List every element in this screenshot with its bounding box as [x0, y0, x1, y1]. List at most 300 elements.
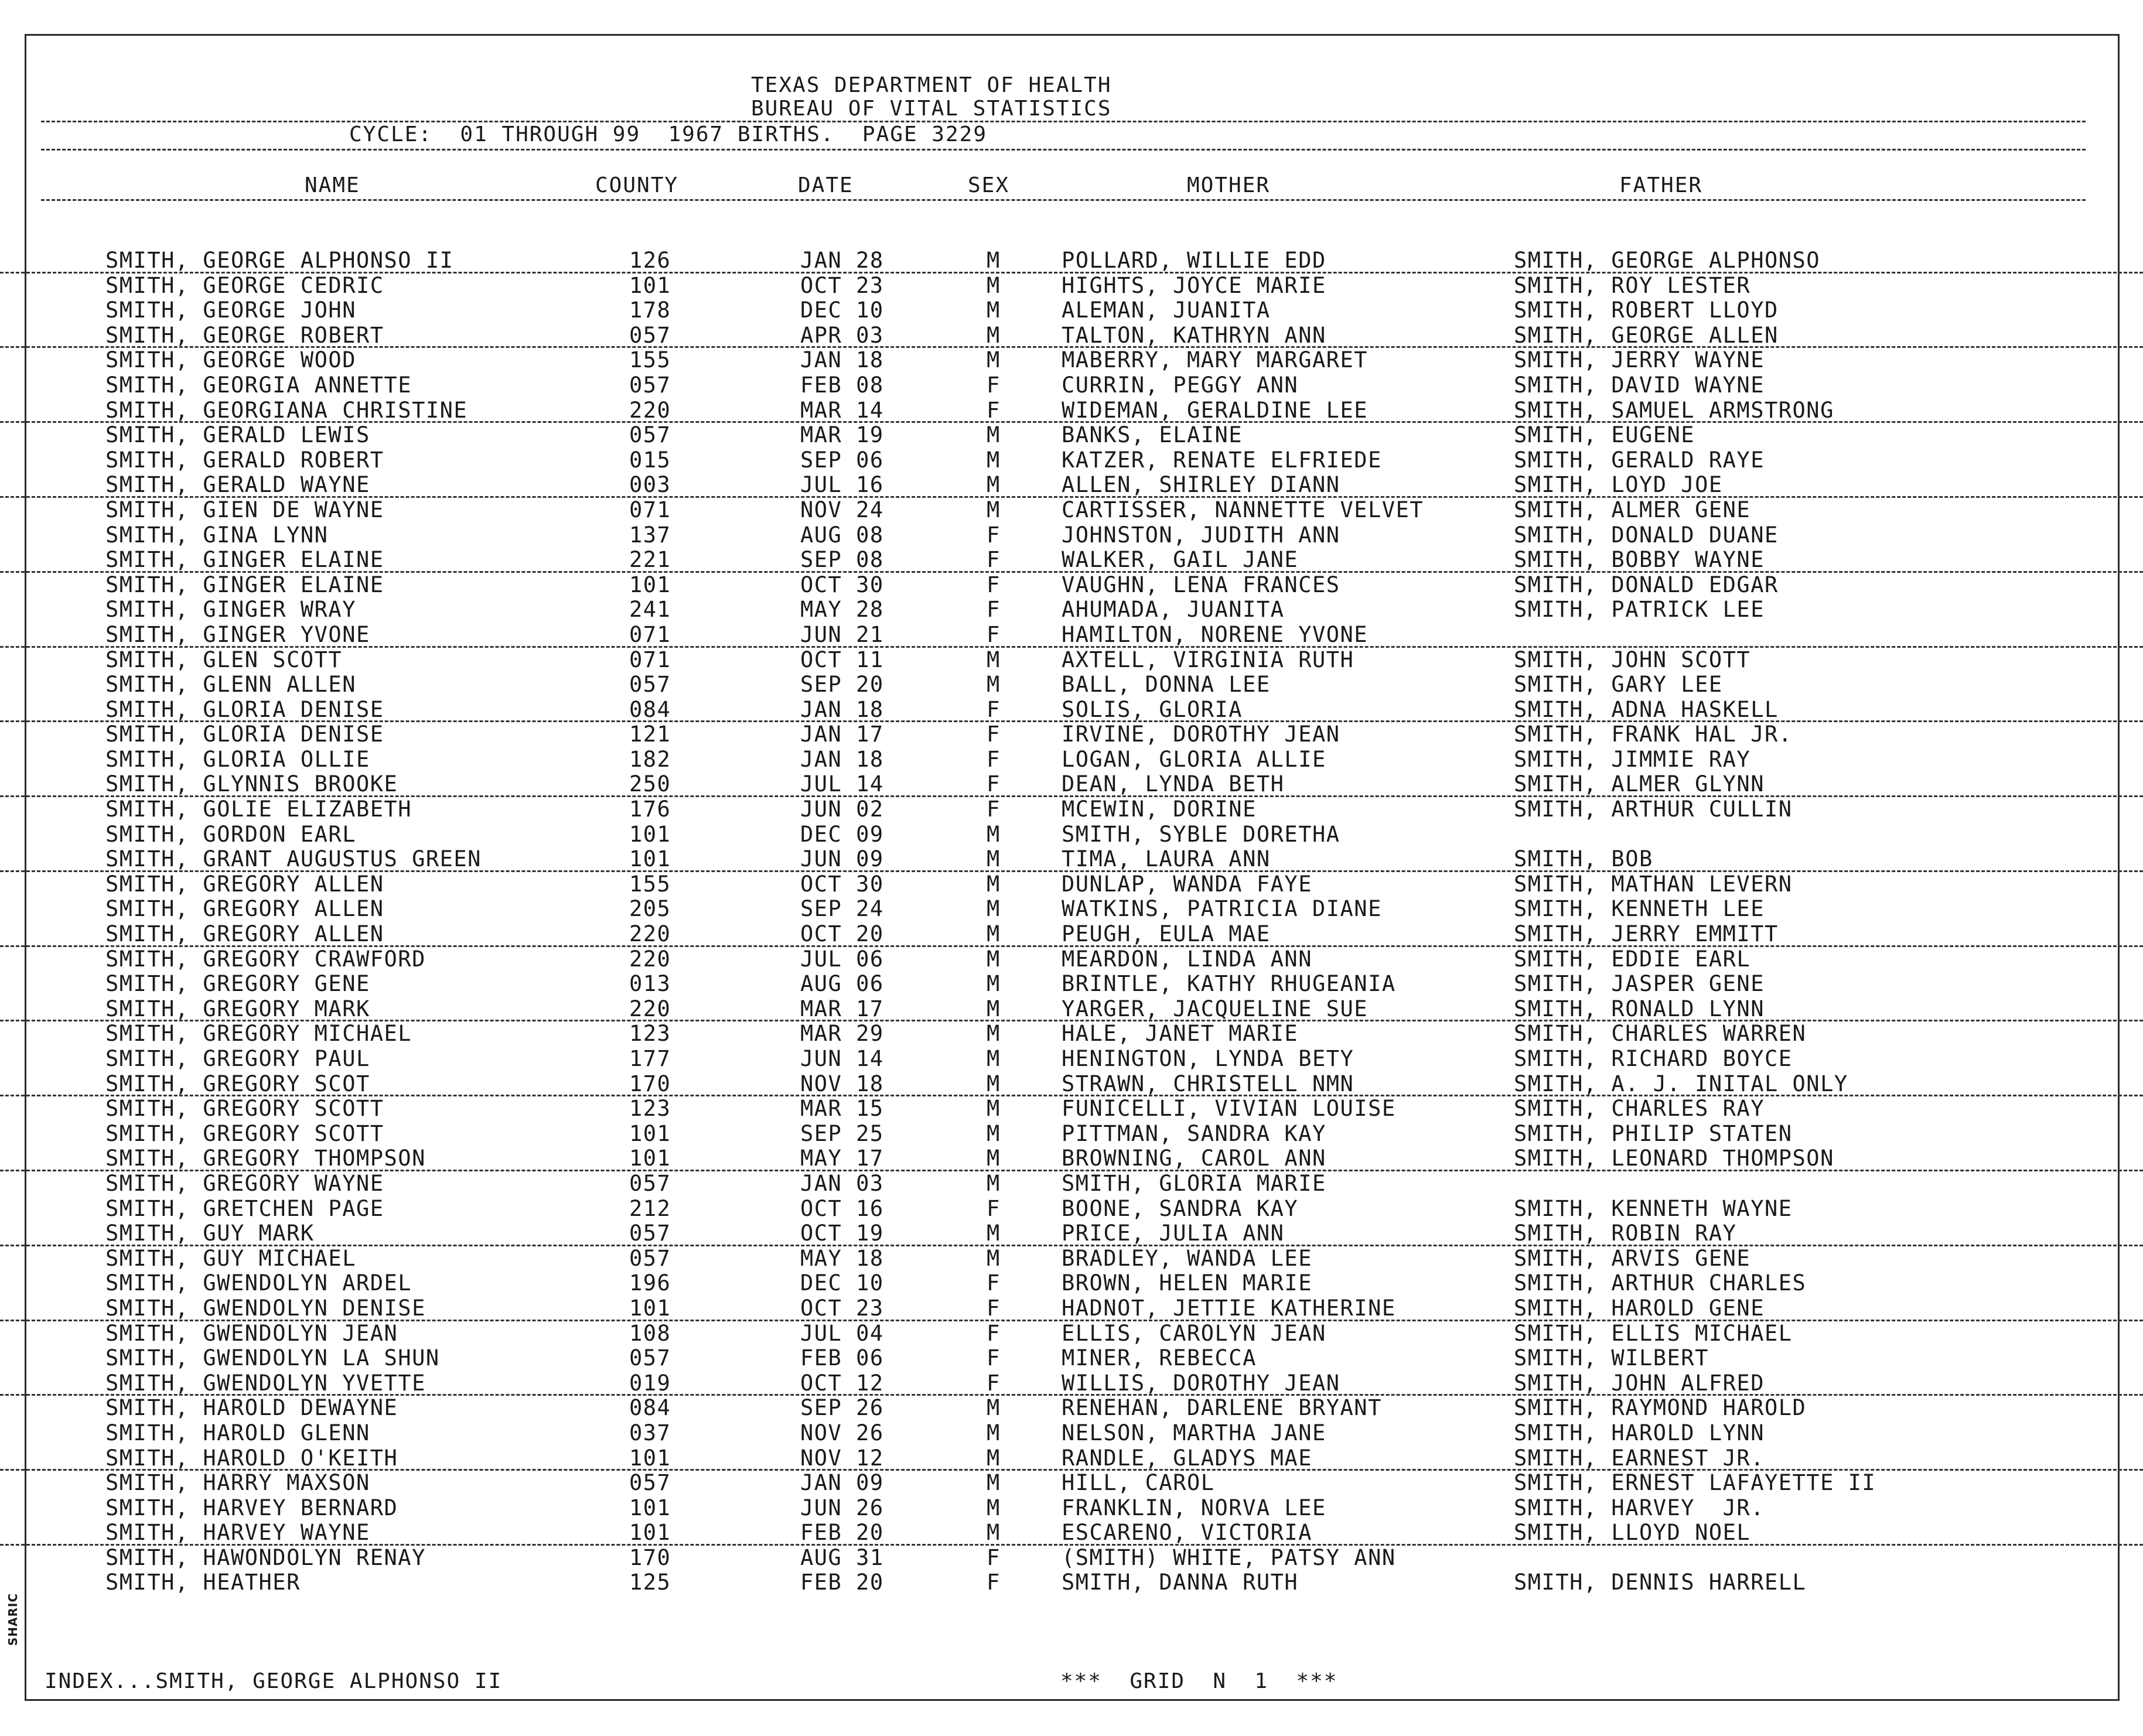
table-row: [0, 597, 2143, 623]
record-sex: F: [987, 1320, 1001, 1346]
record-sex: F: [987, 372, 1001, 398]
record-mother: HENINGTON, LYNDA BETY: [1062, 1046, 1354, 1071]
table-row: [0, 423, 2143, 448]
record-date: SEP 24: [800, 896, 884, 922]
record-county: 013: [629, 971, 671, 997]
record-date: DEC 10: [800, 1270, 884, 1296]
record-date: MAY 17: [800, 1146, 884, 1171]
record-father: SMITH, ERNEST LAFAYETTE II: [1514, 1470, 1876, 1496]
record-date: MAY 28: [800, 597, 884, 623]
record-mother: LOGAN, GLORIA ALLIE: [1062, 746, 1326, 772]
record-sex: M: [987, 1146, 1001, 1171]
record-date: AUG 06: [800, 971, 884, 997]
record-name: SMITH, GEORGE JOHN: [105, 298, 356, 323]
side-mark: SHARIC: [6, 1593, 20, 1646]
record-father: SMITH, PATRICK LEE: [1514, 597, 1765, 623]
record-sex: F: [987, 746, 1001, 772]
record-date: JUL 06: [800, 946, 884, 972]
record-date: JAN 28: [800, 248, 884, 273]
record-name: SMITH, GREGORY THOMPSON: [105, 1146, 426, 1171]
record-sex: M: [987, 272, 1001, 298]
record-sex: M: [987, 921, 1001, 947]
record-sex: M: [987, 1021, 1001, 1047]
record-county: 196: [629, 1270, 671, 1296]
record-county: 155: [629, 347, 671, 373]
record-date: NOV 12: [800, 1445, 884, 1471]
record-father: SMITH, ARTHUR CHARLES: [1514, 1270, 1807, 1296]
table-row: [0, 573, 2143, 598]
table-row: [0, 1246, 2143, 1272]
record-mother: PITTMAN, SANDRA KAY: [1062, 1120, 1326, 1146]
record-father: SMITH, BOB: [1514, 846, 1653, 872]
record-father: SMITH, ELLIS MICHAEL: [1514, 1320, 1793, 1346]
record-name: SMITH, GLORIA OLLIE: [105, 746, 370, 772]
record-father: SMITH, PHILIP STATEN: [1514, 1120, 1793, 1146]
record-father: SMITH, LLOYD NOEL: [1514, 1520, 1751, 1546]
record-county: 101: [629, 1146, 671, 1171]
record-county: 137: [629, 522, 671, 548]
record-date: OCT 23: [800, 272, 884, 298]
record-sex: M: [987, 821, 1001, 847]
record-name: SMITH, HAROLD GLENN: [105, 1420, 370, 1445]
record-mother: TALTON, KATHRYN ANN: [1062, 322, 1326, 348]
record-mother: IRVINE, DOROTHY JEAN: [1062, 722, 1340, 747]
record-county: 084: [629, 1395, 671, 1421]
record-sex: M: [987, 1470, 1001, 1496]
record-name: SMITH, GINA LYNN: [105, 522, 329, 548]
record-mother: STRAWN, CHRISTELL NMN: [1062, 1071, 1354, 1096]
record-father: SMITH, HAROLD LYNN: [1514, 1420, 1765, 1445]
table-row: [0, 1496, 2143, 1521]
record-mother: ESCARENO, VICTORIA: [1062, 1520, 1312, 1546]
record-county: 101: [629, 1495, 671, 1520]
record-name: SMITH, GWENDOLYN ARDEL: [105, 1270, 412, 1296]
table-row: [0, 1197, 2143, 1222]
record-mother: MINER, REBECCA: [1062, 1345, 1257, 1371]
record-mother: WILLIS, DOROTHY JEAN: [1062, 1370, 1340, 1396]
record-mother: BRADLEY, WANDA LEE: [1062, 1245, 1312, 1271]
table-row: [0, 1047, 2143, 1072]
table-row: [0, 822, 2143, 848]
record-date: OCT 20: [800, 921, 884, 947]
table-row: [0, 847, 2143, 872]
table-row: [0, 698, 2143, 723]
record-county: 212: [629, 1195, 671, 1221]
table-row: [0, 448, 2143, 473]
record-date: OCT 30: [800, 871, 884, 897]
record-father: SMITH, JERRY WAYNE: [1514, 347, 1765, 373]
record-date: AUG 31: [800, 1544, 884, 1570]
record-county: 220: [629, 946, 671, 972]
record-name: SMITH, GRETCHEN PAGE: [105, 1195, 384, 1221]
record-name: SMITH, GWENDOLYN DENISE: [105, 1295, 426, 1321]
record-father: SMITH, ROY LESTER: [1514, 272, 1751, 298]
record-name: SMITH, GOLIE ELIZABETH: [105, 797, 412, 822]
record-father: SMITH, RICHARD BOYCE: [1514, 1046, 1793, 1071]
record-father: SMITH, JOHN SCOTT: [1514, 647, 1751, 672]
record-sex: M: [987, 946, 1001, 972]
record-sex: F: [987, 1370, 1001, 1396]
record-mother: ALEMAN, JUANITA: [1062, 298, 1271, 323]
record-name: SMITH, GREGORY MICHAEL: [105, 1021, 412, 1047]
record-father: SMITH, DENNIS HARRELL: [1514, 1570, 1807, 1595]
record-name: SMITH, GEORGE WOOD: [105, 347, 356, 373]
table-row: [0, 1072, 2143, 1097]
record-sex: F: [987, 1295, 1001, 1321]
record-county: 178: [629, 298, 671, 323]
record-date: FEB 08: [800, 372, 884, 398]
record-county: 220: [629, 996, 671, 1021]
record-sex: F: [987, 547, 1001, 573]
record-sex: M: [987, 996, 1001, 1021]
record-father: SMITH, LEONARD THOMPSON: [1514, 1146, 1834, 1171]
record-name: SMITH, GUY MICHAEL: [105, 1245, 356, 1271]
record-name: SMITH, GEORGE ALPHONSO II: [105, 248, 454, 273]
record-county: 019: [629, 1370, 671, 1396]
record-mother: WIDEMAN, GERALDINE LEE: [1062, 397, 1369, 423]
record-mother: VAUGHN, LENA FRANCES: [1062, 572, 1340, 597]
table-row: [0, 1471, 2143, 1496]
record-date: SEP 20: [800, 672, 884, 698]
record-mother: POLLARD, WILLIE EDD: [1062, 248, 1326, 273]
record-county: 071: [629, 647, 671, 672]
record-county: 182: [629, 746, 671, 772]
record-sex: F: [987, 621, 1001, 647]
table-row: [0, 523, 2143, 548]
record-father: SMITH, ROBERT LLOYD: [1514, 298, 1779, 323]
record-father: SMITH, ALMER GENE: [1514, 497, 1751, 522]
record-sex: F: [987, 522, 1001, 548]
bureau-title: BUREAU OF VITAL STATISTICS: [751, 97, 1112, 121]
record-father: SMITH, GERALD RAYE: [1514, 447, 1765, 473]
record-date: JUL 04: [800, 1320, 884, 1346]
record-father: SMITH, LOYD JOE: [1514, 472, 1723, 498]
record-name: SMITH, GREGORY SCOTT: [105, 1096, 384, 1122]
index-footer: INDEX...SMITH, GEORGE ALPHONSO II: [45, 1669, 503, 1693]
record-sex: M: [987, 1245, 1001, 1271]
record-mother: ALLEN, SHIRLEY DIANN: [1062, 472, 1340, 498]
record-name: SMITH, GEORGE ROBERT: [105, 322, 384, 348]
record-county: 101: [629, 572, 671, 597]
record-county: 121: [629, 722, 671, 747]
record-mother: WALKER, GAIL JANE: [1062, 547, 1299, 573]
record-date: MAR 19: [800, 422, 884, 448]
record-mother: FUNICELLI, VIVIAN LOUISE: [1062, 1096, 1396, 1122]
record-county: 125: [629, 1570, 671, 1595]
record-date: JAN 18: [800, 696, 884, 722]
record-father: SMITH, FRANK HAL JR.: [1514, 722, 1793, 747]
record-mother: YARGER, JACQUELINE SUE: [1062, 996, 1369, 1021]
record-father: SMITH, RAYMOND HAROLD: [1514, 1395, 1807, 1421]
record-mother: CURRIN, PEGGY ANN: [1062, 372, 1299, 398]
table-row: [0, 1546, 2143, 1571]
record-county: 170: [629, 1544, 671, 1570]
record-name: SMITH, GREGORY CRAWFORD: [105, 946, 426, 972]
record-county: 170: [629, 1071, 671, 1096]
column-header-sex: SEX: [968, 173, 1010, 197]
record-name: SMITH, GREGORY MARK: [105, 996, 370, 1021]
record-sex: F: [987, 771, 1001, 797]
record-date: FEB 06: [800, 1345, 884, 1371]
record-mother: AHUMADA, JUANITA: [1062, 597, 1285, 623]
table-row: [0, 1446, 2143, 1471]
record-father: SMITH, EUGENE: [1514, 422, 1695, 448]
record-mother: BROWNING, CAROL ANN: [1062, 1146, 1326, 1171]
record-date: JUN 09: [800, 846, 884, 872]
record-sex: M: [987, 871, 1001, 897]
record-name: SMITH, GRANT AUGUSTUS GREEN: [105, 846, 482, 872]
record-sex: M: [987, 472, 1001, 498]
record-county: 101: [629, 821, 671, 847]
record-name: SMITH, GINGER ELAINE: [105, 547, 384, 573]
record-mother: MABERRY, MARY MARGARET: [1062, 347, 1369, 373]
record-date: AUG 08: [800, 522, 884, 548]
record-county: 057: [629, 422, 671, 448]
column-header-father: FATHER: [1619, 173, 1703, 197]
record-sex: F: [987, 797, 1001, 822]
record-date: SEP 25: [800, 1120, 884, 1146]
record-date: MAR 29: [800, 1021, 884, 1047]
record-county: 126: [629, 248, 671, 273]
record-date: MAR 17: [800, 996, 884, 1021]
record-county: 057: [629, 1170, 671, 1196]
record-sex: M: [987, 971, 1001, 997]
record-father: SMITH, GEORGE ALLEN: [1514, 322, 1779, 348]
record-county: 037: [629, 1420, 671, 1445]
record-name: SMITH, GINGER ELAINE: [105, 572, 384, 597]
record-mother: BOONE, SANDRA KAY: [1062, 1195, 1299, 1221]
cycle-divider: [41, 149, 2086, 151]
record-county: 057: [629, 672, 671, 698]
record-mother: SMITH, GLORIA MARIE: [1062, 1170, 1326, 1196]
record-mother: HIGHTS, JOYCE MARIE: [1062, 272, 1326, 298]
record-father: SMITH, RONALD LYNN: [1514, 996, 1765, 1021]
record-name: SMITH, GWENDOLYN LA SHUN: [105, 1345, 440, 1371]
record-mother: BALL, DONNA LEE: [1062, 672, 1271, 698]
record-date: SEP 26: [800, 1395, 884, 1421]
record-county: 205: [629, 896, 671, 922]
record-county: 176: [629, 797, 671, 822]
record-date: JAN 09: [800, 1470, 884, 1496]
record-county: 071: [629, 497, 671, 522]
record-sex: F: [987, 572, 1001, 597]
record-date: JAN 18: [800, 347, 884, 373]
record-father: SMITH, MATHAN LEVERN: [1514, 871, 1793, 897]
record-mother: WATKINS, PATRICIA DIANE: [1062, 896, 1382, 922]
record-sex: M: [987, 1096, 1001, 1122]
record-father: SMITH, DONALD EDGAR: [1514, 572, 1779, 597]
record-name: SMITH, GLYNNIS BROOKE: [105, 771, 398, 797]
table-row: [0, 1146, 2143, 1171]
record-name: SMITH, GEORGIA ANNETTE: [105, 372, 412, 398]
table-row: [0, 1346, 2143, 1371]
record-date: OCT 30: [800, 572, 884, 597]
record-sex: F: [987, 696, 1001, 722]
record-date: MAY 18: [800, 1245, 884, 1271]
record-name: SMITH, GERALD LEWIS: [105, 422, 370, 448]
record-county: 101: [629, 1295, 671, 1321]
record-mother: HADNOT, JETTIE KATHERINE: [1062, 1295, 1396, 1321]
record-sex: M: [987, 447, 1001, 473]
record-name: SMITH, GREGORY GENE: [105, 971, 370, 997]
record-sex: M: [987, 1170, 1001, 1196]
table-row: [0, 373, 2143, 398]
record-sex: F: [987, 1544, 1001, 1570]
record-sex: M: [987, 896, 1001, 922]
record-sex: M: [987, 347, 1001, 373]
record-date: APR 03: [800, 322, 884, 348]
record-date: FEB 20: [800, 1520, 884, 1546]
record-county: 101: [629, 1445, 671, 1471]
record-county: 155: [629, 871, 671, 897]
record-mother: RANDLE, GLADYS MAE: [1062, 1445, 1312, 1471]
record-sex: F: [987, 1345, 1001, 1371]
record-county: 057: [629, 1470, 671, 1496]
record-father: SMITH, KENNETH WAYNE: [1514, 1195, 1793, 1221]
record-father: SMITH, JASPER GENE: [1514, 971, 1765, 997]
record-name: SMITH, GUY MARK: [105, 1221, 315, 1246]
record-mother: SMITH, DANNA RUTH: [1062, 1570, 1299, 1595]
record-county: 071: [629, 621, 671, 647]
record-county: 057: [629, 1245, 671, 1271]
column-header-county: COUNTY: [595, 173, 679, 197]
record-sex: M: [987, 322, 1001, 348]
record-date: DEC 10: [800, 298, 884, 323]
record-name: SMITH, GLENN ALLEN: [105, 672, 356, 698]
record-name: SMITH, GIEN DE WAYNE: [105, 497, 384, 522]
table-row: [0, 323, 2143, 348]
record-father: SMITH, KENNETH LEE: [1514, 896, 1765, 922]
record-name: SMITH, GLEN SCOTT: [105, 647, 343, 672]
record-county: 101: [629, 272, 671, 298]
table-row: [0, 1296, 2143, 1321]
table-row: [0, 1096, 2143, 1122]
record-mother: PEUGH, EULA MAE: [1062, 921, 1271, 947]
table-row: [0, 1421, 2143, 1446]
record-mother: FRANKLIN, NORVA LEE: [1062, 1495, 1326, 1520]
record-sex: M: [987, 1395, 1001, 1421]
grid-footer: *** GRID N 1 ***: [1060, 1669, 1338, 1693]
record-date: MAR 14: [800, 397, 884, 423]
table-row: [0, 947, 2143, 972]
record-name: SMITH, GREGORY SCOTT: [105, 1120, 384, 1146]
record-name: SMITH, GWENDOLYN YVETTE: [105, 1370, 426, 1396]
table-row: [0, 797, 2143, 822]
record-father: SMITH, JERRY EMMITT: [1514, 921, 1779, 947]
record-sex: M: [987, 846, 1001, 872]
table-row: [0, 747, 2143, 773]
table-row: [0, 1171, 2143, 1197]
record-sex: M: [987, 1046, 1001, 1071]
record-sex: F: [987, 597, 1001, 623]
record-mother: PRICE, JULIA ANN: [1062, 1221, 1285, 1246]
record-county: 015: [629, 447, 671, 473]
record-county: 177: [629, 1046, 671, 1071]
table-row: [0, 872, 2143, 897]
record-father: SMITH, GARY LEE: [1514, 672, 1723, 698]
record-father: SMITH, JIMMIE RAY: [1514, 746, 1751, 772]
record-mother: BROWN, HELEN MARIE: [1062, 1270, 1312, 1296]
record-mother: AXTELL, VIRGINIA RUTH: [1062, 647, 1354, 672]
record-sex: M: [987, 422, 1001, 448]
record-father: SMITH, JOHN ALFRED: [1514, 1370, 1765, 1396]
table-row: [0, 498, 2143, 523]
record-father: SMITH, CHARLES RAY: [1514, 1096, 1765, 1122]
record-mother: HILL, CAROL: [1062, 1470, 1215, 1496]
record-name: SMITH, GEORGE CEDRIC: [105, 272, 384, 298]
record-mother: CARTISSER, NANNETTE VELVET: [1062, 497, 1424, 522]
record-date: JAN 17: [800, 722, 884, 747]
column-header-date: DATE: [798, 173, 854, 197]
record-sex: F: [987, 397, 1001, 423]
record-date: MAR 15: [800, 1096, 884, 1122]
record-name: SMITH, GERALD WAYNE: [105, 472, 370, 498]
record-date: JAN 18: [800, 746, 884, 772]
table-row: [0, 772, 2143, 797]
record-mother: DEAN, LYNDA BETH: [1062, 771, 1285, 797]
table-row: [0, 1371, 2143, 1396]
record-county: 220: [629, 921, 671, 947]
record-father: SMITH, EARNEST JR.: [1514, 1445, 1765, 1471]
table-row: [0, 972, 2143, 997]
record-county: 003: [629, 472, 671, 498]
record-name: SMITH, GEORGIANA CHRISTINE: [105, 397, 468, 423]
record-county: 057: [629, 322, 671, 348]
record-county: 123: [629, 1096, 671, 1122]
record-mother: (SMITH) WHITE, PATSY ANN: [1062, 1544, 1396, 1570]
record-date: FEB 20: [800, 1570, 884, 1595]
record-father: SMITH, ALMER GLYNN: [1514, 771, 1765, 797]
record-county: 250: [629, 771, 671, 797]
record-sex: M: [987, 1221, 1001, 1246]
record-name: SMITH, GINGER YVONE: [105, 621, 370, 647]
record-name: SMITH, GREGORY ALLEN: [105, 871, 384, 897]
record-mother: MEARDON, LINDA ANN: [1062, 946, 1312, 972]
record-date: JUN 14: [800, 1046, 884, 1071]
table-row: [0, 248, 2143, 274]
record-date: DEC 09: [800, 821, 884, 847]
record-father: SMITH, WILBERT: [1514, 1345, 1709, 1371]
record-sex: M: [987, 1445, 1001, 1471]
table-row: [0, 922, 2143, 947]
table-row: [0, 1021, 2143, 1047]
record-father: SMITH, HAROLD GENE: [1514, 1295, 1765, 1321]
record-father: SMITH, ARTHUR CULLIN: [1514, 797, 1793, 822]
record-name: SMITH, HAROLD DEWAYNE: [105, 1395, 398, 1421]
table-row: [0, 398, 2143, 423]
table-row: [0, 1570, 2143, 1595]
table-row: [0, 722, 2143, 747]
record-name: SMITH, GREGORY PAUL: [105, 1046, 370, 1071]
table-row: [0, 298, 2143, 323]
table-row: [0, 348, 2143, 373]
record-county: 101: [629, 1120, 671, 1146]
record-date: NOV 24: [800, 497, 884, 522]
record-sex: F: [987, 722, 1001, 747]
agency-title: TEXAS DEPARTMENT OF HEALTH: [751, 73, 1112, 97]
record-name: SMITH, GERALD ROBERT: [105, 447, 384, 473]
record-mother: BRINTLE, KATHY RHUGEANIA: [1062, 971, 1396, 997]
record-county: 241: [629, 597, 671, 623]
record-name: SMITH, HARRY MAXSON: [105, 1470, 370, 1496]
record-date: JAN 03: [800, 1170, 884, 1196]
record-father: SMITH, GEORGE ALPHONSO: [1514, 248, 1821, 273]
record-mother: NELSON, MARTHA JANE: [1062, 1420, 1326, 1445]
table-row: [0, 1271, 2143, 1296]
record-sex: F: [987, 1570, 1001, 1595]
record-sex: M: [987, 1420, 1001, 1445]
table-row: [0, 648, 2143, 673]
